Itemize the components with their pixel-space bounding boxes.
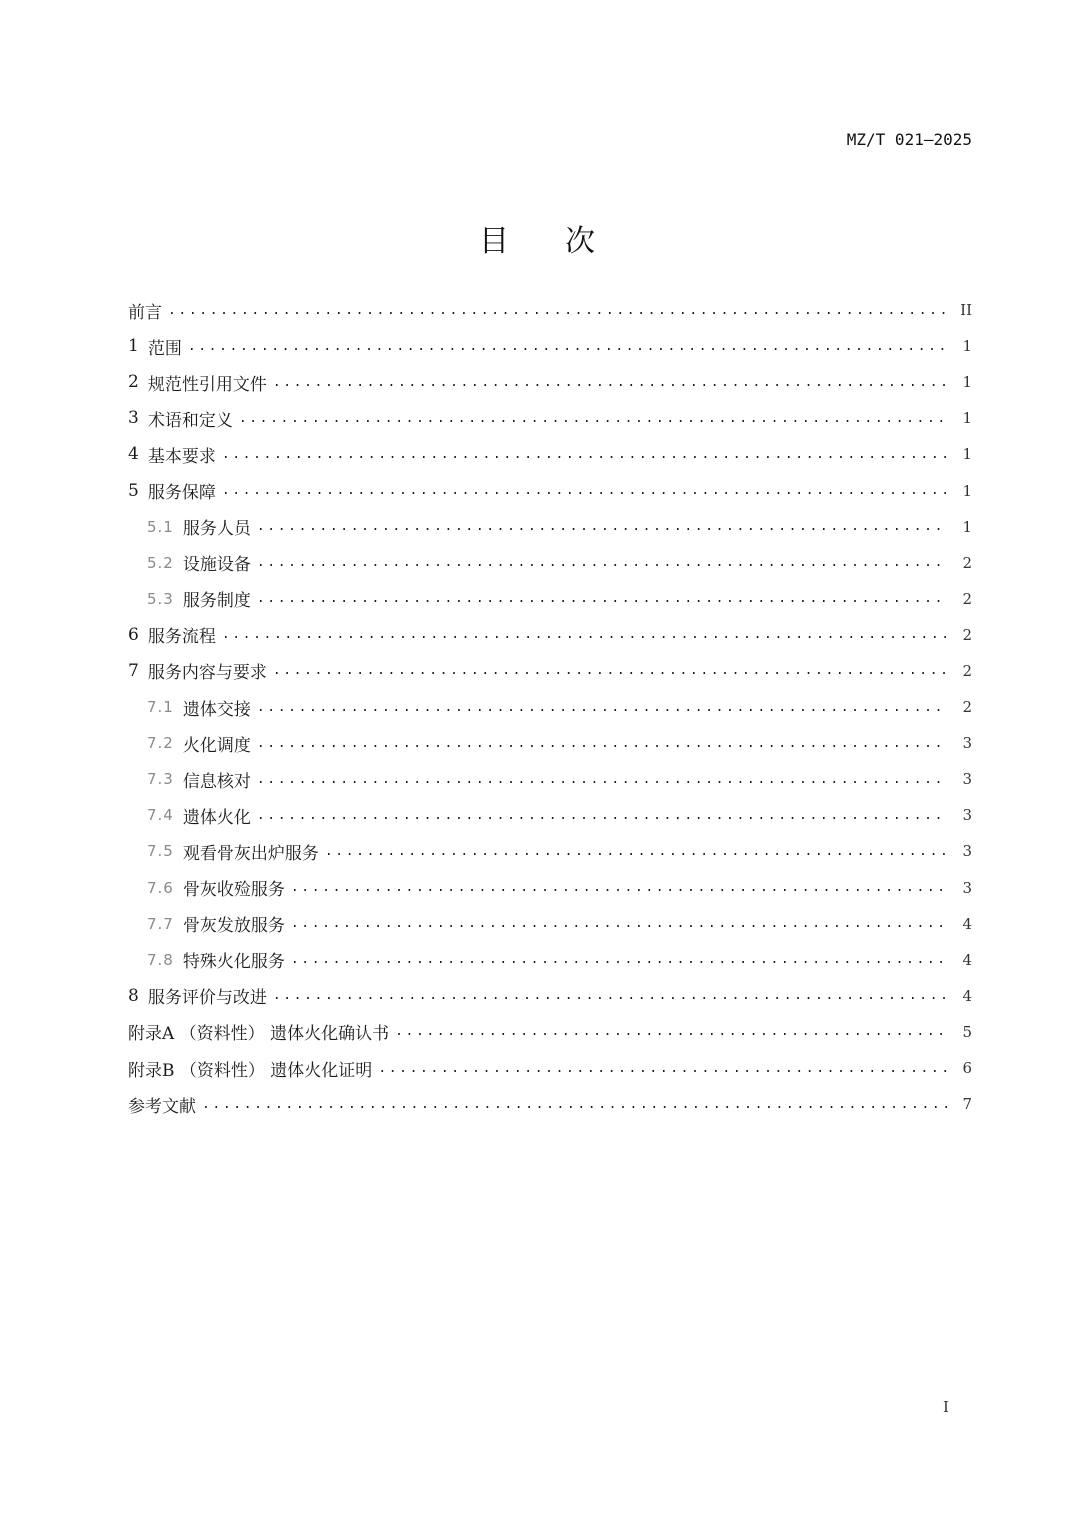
toc-entry-label: 骨灰收殓服务 xyxy=(182,880,285,901)
toc-entry-page: 1 xyxy=(962,373,972,392)
toc-title-char-2: 次 xyxy=(565,224,595,259)
toc-entry-label: 信息核对 xyxy=(182,771,251,792)
toc-entry[interactable] xyxy=(128,581,972,617)
toc-entry-label: 附录B （资料性） 遗体火化证明 xyxy=(128,1060,373,1081)
toc-entry-page: 6 xyxy=(962,1059,972,1078)
toc-entry-number: 2 xyxy=(128,372,139,393)
toc-dot-leader xyxy=(188,339,948,354)
toc-entry-number: 7.7 xyxy=(147,914,174,933)
toc-dot-leader xyxy=(202,1097,948,1112)
toc-entry-number: 5.2 xyxy=(147,553,174,572)
toc-entry-number: 4 xyxy=(128,444,139,465)
toc-entry[interactable] xyxy=(128,833,972,869)
toc-dot-leader xyxy=(257,591,948,606)
toc-entry[interactable] xyxy=(128,1050,972,1086)
toc-entry-label: 遗体火化 xyxy=(182,807,251,828)
toc-entry-label: 基本要求 xyxy=(147,446,216,467)
toc-entry-number: 7.1 xyxy=(147,698,174,717)
toc-entry[interactable] xyxy=(128,906,972,942)
toc-entry-page: 1 xyxy=(962,337,972,356)
toc-entry-label: 骨灰发放服务 xyxy=(182,916,285,937)
page-number: I xyxy=(943,1398,949,1416)
toc-entry-number: 6 xyxy=(128,624,139,645)
toc-entry[interactable] xyxy=(128,1086,972,1122)
toc-entry[interactable] xyxy=(128,761,972,797)
toc-title-char-1: 目 xyxy=(479,224,509,259)
toc-entry-page: 2 xyxy=(962,698,972,717)
toc-entry-page: 4 xyxy=(962,950,972,969)
toc-entry[interactable] xyxy=(128,364,972,400)
toc-entry-page: 1 xyxy=(962,517,972,536)
toc-entry-page: 5 xyxy=(962,1022,972,1041)
toc-entry[interactable] xyxy=(128,328,972,364)
toc-entry-page: 1 xyxy=(962,481,972,500)
toc-entry-page: 2 xyxy=(962,589,972,608)
toc-entry[interactable] xyxy=(128,797,972,833)
toc-dot-leader xyxy=(257,519,948,534)
toc-entry-label: 服务内容与要求 xyxy=(147,663,267,684)
toc-entry-label: 服务人员 xyxy=(182,519,251,540)
toc-entry-number: 7 xyxy=(128,660,139,681)
toc-entry[interactable] xyxy=(128,292,972,328)
toc-dot-leader xyxy=(291,952,948,967)
toc-title xyxy=(0,216,1074,260)
toc-entry-number: 7.8 xyxy=(147,950,174,969)
table-of-contents xyxy=(128,292,972,1122)
toc-entry-page: 3 xyxy=(962,806,972,825)
toc-entry[interactable] xyxy=(128,545,972,581)
toc-dot-leader xyxy=(257,808,948,823)
toc-entry-page: 3 xyxy=(962,878,972,897)
toc-entry-label: 遗体交接 xyxy=(182,699,251,720)
toc-dot-leader xyxy=(273,988,948,1003)
toc-entry[interactable] xyxy=(128,617,972,653)
toc-entry-label: 服务制度 xyxy=(182,591,251,612)
toc-dot-leader xyxy=(257,736,948,751)
toc-entry-label: 服务评价与改进 xyxy=(147,988,267,1009)
toc-dot-leader xyxy=(378,1061,948,1076)
toc-entry[interactable] xyxy=(128,1014,972,1050)
toc-entry-label: 观看骨灰出炉服务 xyxy=(182,843,319,864)
toc-entry-page: 3 xyxy=(962,734,972,753)
toc-dot-leader xyxy=(291,880,948,895)
toc-entry[interactable] xyxy=(128,472,972,508)
toc-dot-leader xyxy=(395,1024,948,1039)
toc-entry-page: 1 xyxy=(962,409,972,428)
toc-entry-page: 2 xyxy=(962,661,972,680)
toc-dot-leader xyxy=(257,700,948,715)
toc-entry-number: 3 xyxy=(128,408,139,429)
toc-entry-number: 5.3 xyxy=(147,589,174,608)
toc-entry-number: 1 xyxy=(128,336,139,357)
toc-dot-leader xyxy=(222,447,948,462)
toc-dot-leader xyxy=(239,411,948,426)
toc-entry-label: 范围 xyxy=(147,338,182,359)
toc-dot-leader xyxy=(168,303,948,318)
toc-entry-number: 5 xyxy=(128,480,139,501)
toc-entry-page: 4 xyxy=(962,986,972,1005)
toc-dot-leader xyxy=(222,627,948,642)
toc-entry-page: 3 xyxy=(962,842,972,861)
toc-entry-page: 1 xyxy=(962,445,972,464)
toc-entry-number: 7.4 xyxy=(147,806,174,825)
toc-entry-number: 5.1 xyxy=(147,517,174,536)
toc-entry-label: 参考文献 xyxy=(128,1096,196,1117)
toc-entry-label: 服务保障 xyxy=(147,483,216,504)
toc-entry-label: 特殊火化服务 xyxy=(182,952,285,973)
toc-dot-leader xyxy=(325,844,948,859)
toc-dot-leader xyxy=(273,375,948,390)
toc-entry-label: 规范性引用文件 xyxy=(147,374,267,395)
document-code: MZ/T 021—2025 xyxy=(846,130,972,149)
toc-dot-leader xyxy=(273,663,948,678)
toc-entry[interactable] xyxy=(128,436,972,472)
toc-entry-page: 7 xyxy=(962,1095,972,1114)
toc-entry-number: 7.5 xyxy=(147,842,174,861)
toc-dot-leader xyxy=(257,555,948,570)
toc-entry[interactable] xyxy=(128,978,972,1014)
toc-entry-label: 设施设备 xyxy=(182,555,251,576)
toc-dot-leader xyxy=(257,772,948,787)
toc-entry[interactable] xyxy=(128,400,972,436)
toc-entry-number: 7.6 xyxy=(147,878,174,897)
toc-entry[interactable] xyxy=(128,942,972,978)
toc-entry[interactable] xyxy=(128,689,972,725)
toc-entry[interactable] xyxy=(128,653,972,689)
toc-entry[interactable] xyxy=(128,725,972,761)
toc-entry[interactable] xyxy=(128,870,972,906)
toc-entry-label: 附录A （资料性） 遗体火化确认书 xyxy=(128,1024,390,1045)
toc-entry-number: 8 xyxy=(128,985,139,1006)
toc-entry-page: 4 xyxy=(962,914,972,933)
toc-entry[interactable] xyxy=(128,509,972,545)
toc-entry-label: 火化调度 xyxy=(182,735,251,756)
toc-entry-page: 2 xyxy=(962,625,972,644)
toc-entry-label: 前言 xyxy=(128,302,162,323)
toc-entry-page: 3 xyxy=(962,770,972,789)
toc-entry-label: 服务流程 xyxy=(147,627,216,648)
toc-entry-label: 术语和定义 xyxy=(147,410,233,431)
toc-entry-number: 7.3 xyxy=(147,770,174,789)
toc-entry-number: 7.2 xyxy=(147,734,174,753)
toc-dot-leader xyxy=(222,483,948,498)
toc-entry-page: 2 xyxy=(962,553,972,572)
toc-dot-leader xyxy=(291,916,948,931)
toc-entry-page: II xyxy=(960,301,972,320)
